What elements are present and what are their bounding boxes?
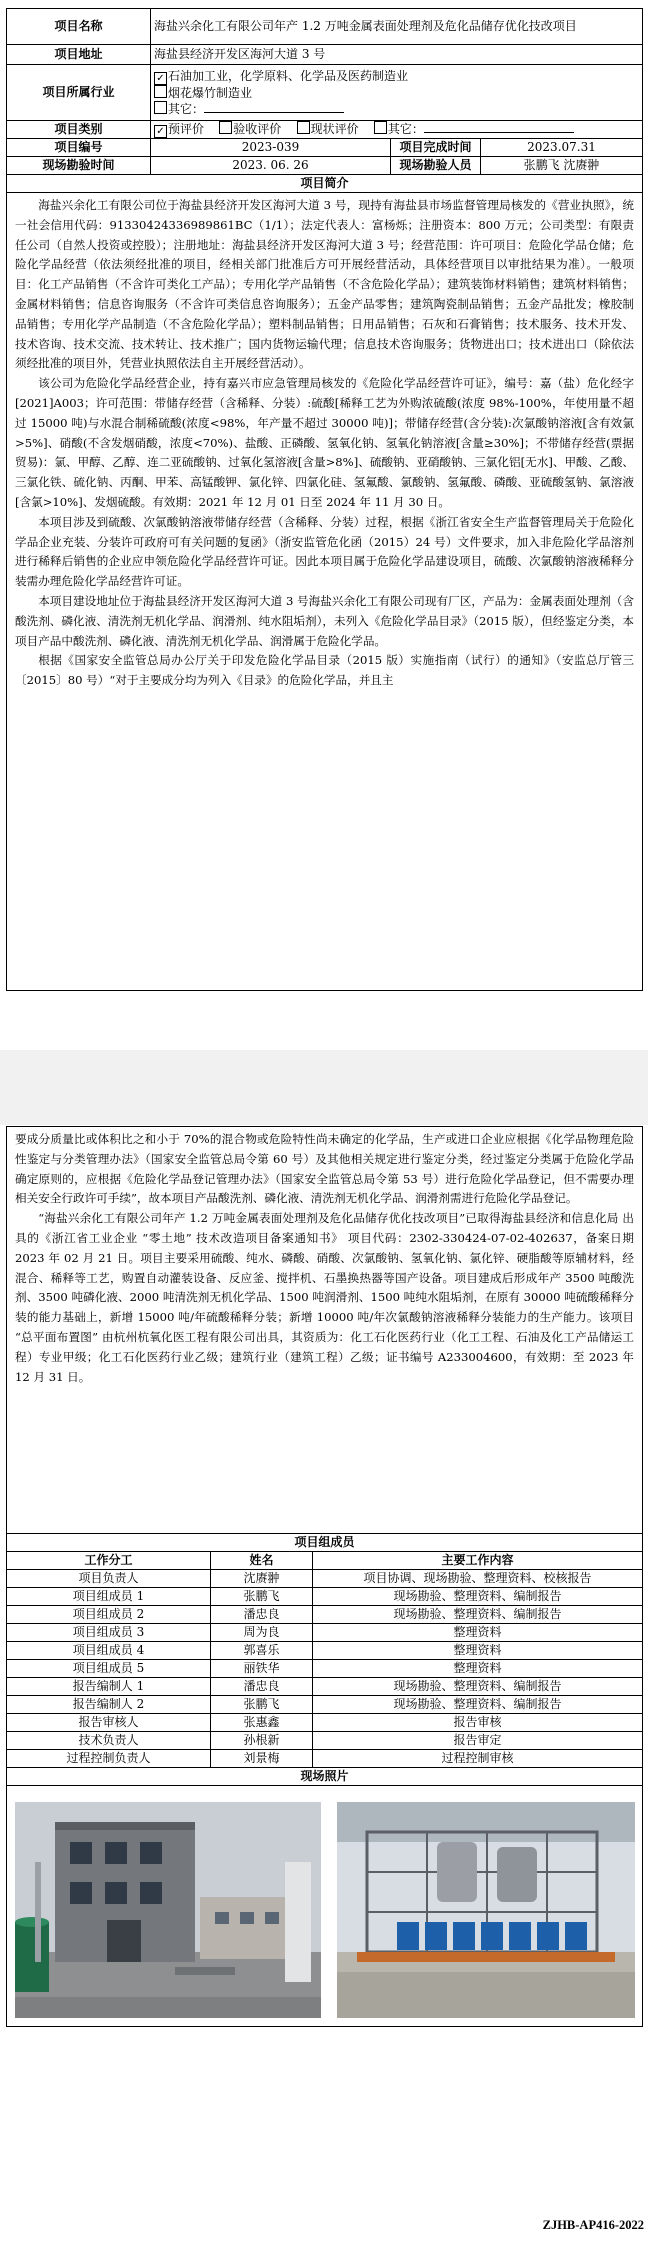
project-address-value: 海盐县经济开发区海河大道 3 号 <box>151 45 643 65</box>
survey-staff-value: 张鹏飞 沈赓翀 <box>481 157 643 175</box>
table-row <box>7 1678 643 1696</box>
project-name-label: 项目名称 <box>7 9 151 45</box>
checkbox-checked-icon: ✓ <box>154 125 167 138</box>
checkbox-checked-icon: ✓ <box>154 72 167 85</box>
team-work: 现场勘验、整理资料、编制报告 <box>313 1696 643 1714</box>
summary-paragraph: 海盐兴余化工有限公司位于海盐县经济开发区海河大道 3 号，现持有海盐县市场监督管理局核发的《营业执照》，统一社会信用代码：91330424336989861BC（1/1）；法定代表人：富杨烁；注册资本：800 万元；公司类型：有限责任公司（自然人投资或控股）；注册地址：海盐县经济开发区海河大道 3 号；经营范围：许可项目：危险化学品仓储；危险化学品经营（依法须经批准的项目，经相关部门批准后方可开展经营活动，具体经营项目以审批结果为准）。一般项目：化工产品销售（不含许可类化工产品）；专用化学产品销售（不含危险化学品）；建筑装饰材料销售；建筑材料销售；金属材料销售；信息咨询服务（不含许可类信息咨询服务）；五金产品零售；建筑陶瓷制品销售；五金产品批发；橡胶制品销售；专用化学产品制造（不含危险化学品）；塑料制品销售；日用品销售；石灰和石膏销售；技术服务、技术开发、技术咨询、技术交流、技术转让、技术推广；国内货物运输代理；信息技术咨询服务；货物进出口；技术进出口（除依法须经批准的项目外，凭营业执照依法自主开展经营活动）。 <box>15 198 635 371</box>
project-address-label: 项目地址 <box>7 45 151 65</box>
summary-paragraph: “海盐兴余化工有限公司年产 1.2 万吨金属表面处理剂及危化品储存优化技改项目”已取得海盐县经济和信息化局 出具的《浙江省工业企业 “零土地” 技术改造项目备案通知书》 项目代码：2302-330424-07-02-402637，备案日期 2023 年 02 月 21 日。项目主要采用硫酸、纯水、磷酸、硝酸、次氯酸钠、氢氧化钠、氯化锌、硬脂酸等原辅材料，经混合、稀释等工艺，购置自动灌装设备、反应釜、搅拌机、石墨换热器等国产设备。项目建成后形成年产 3500 吨酸洗剂、3500 吨磷化液、2000 吨清洗剂无机化学品、1500 吨润滑剂、1500 吨纯水阻垢剂，在原有 30000 吨硫酸稀释分装的能力基础上，新增 15000 吨/年硫酸稀释分装；新增 10000 吨/年次氯酸钠溶液稀释分装能力的生产能力。该项目 “总平面布置图” 由杭州杭氧化医工程有限公司出具，其资质为：化工石化医药行业（化工工程、石油及化工产品储运工程）专业甲级；化工石化医药行业乙级；建筑行业（建筑工程）乙级；证书编号 A233004600，有效期：至 2023 年 12 月 31 日。 <box>15 1211 635 1384</box>
site-photo-equipment <box>337 1802 635 2018</box>
team-role: 项目组成员 3 <box>7 1624 211 1642</box>
industry-label: 项目所属行业 <box>7 65 151 121</box>
summary-paragraph: 根据《国家安全监管总局办公厅关于印发危险化学品目录（2015 版）实施指南（试行）的通知》（安监总厅管三〔2015〕80 号）“对于主要成分均为列入《目录》的危险化学品，并且主 <box>15 653 635 688</box>
category-option-acceptance: 验收评价 <box>233 122 282 136</box>
summary-paragraph: 本项目涉及到硫酸、次氯酸钠溶液带储存经营（含稀释、分装）过程，根据《浙江省安全生产监督管理局关于危险化学品企业充装、分装许可政府可有关问题的复函》（浙安监管危化函（2015）24 号）文件要求，加入非危险化学品溶剂进行稀释后销售的企业应申领危险化学品经营许可证。因此本项目属于危险化学品建设项目，硫酸、次氯酸钠溶液稀释分装需办理危险化学品经营许可证。 <box>15 514 635 589</box>
team-member-name: 丽铁华 <box>211 1660 313 1678</box>
checkbox-empty-icon <box>297 121 310 134</box>
table-row <box>7 1750 643 1768</box>
team-title: 项目组成员 <box>7 1534 643 1552</box>
team-work: 整理资料 <box>313 1624 643 1642</box>
document-page-1 <box>0 0 648 1015</box>
photos-cell <box>7 1786 643 2027</box>
continuation-table <box>6 1126 643 2027</box>
team-role: 报告编制人 1 <box>7 1678 211 1696</box>
table-row <box>7 1624 643 1642</box>
team-work: 整理资料 <box>313 1660 643 1678</box>
checkbox-empty-icon <box>154 101 167 114</box>
team-member-name: 孙根新 <box>211 1732 313 1750</box>
team-work: 报告审核 <box>313 1714 643 1732</box>
summary-body <box>7 193 643 991</box>
table-row <box>7 1714 643 1732</box>
category-label: 项目类别 <box>7 121 151 139</box>
document-page-2 <box>0 1125 648 2253</box>
table-row <box>7 1732 643 1750</box>
team-member-name: 刘景梅 <box>211 1750 313 1768</box>
document-code: ZJHB-AP416-2022 <box>542 2218 644 2232</box>
summary-title: 项目简介 <box>7 175 643 193</box>
industry-option-chemical: ✓ 石油加工业，化学原料、化学品及医药制造业 <box>154 69 639 85</box>
category-option-other: 其它： <box>387 122 424 136</box>
survey-time-label: 现场勘验时间 <box>7 157 151 175</box>
team-work: 报告审定 <box>313 1732 643 1750</box>
team-header-row <box>7 1552 643 1570</box>
checkbox-empty-icon <box>154 85 167 98</box>
table-row <box>7 1660 643 1678</box>
project-number-value: 2023-039 <box>151 139 391 157</box>
table-row <box>7 1570 643 1588</box>
team-role: 项目组成员 2 <box>7 1606 211 1624</box>
team-work: 现场勘验、整理资料、编制报告 <box>313 1588 643 1606</box>
industry-option-other: 其它： <box>154 101 639 117</box>
table-row <box>7 1606 643 1624</box>
completion-time-label: 项目完成时间 <box>391 139 481 157</box>
team-role: 技术负责人 <box>7 1732 211 1750</box>
team-member-name: 沈赓翀 <box>211 1570 313 1588</box>
team-role: 项目组成员 4 <box>7 1642 211 1660</box>
team-work: 项目协调、现场勘验、整理资料、校核报告 <box>313 1570 643 1588</box>
team-header-work: 主要工作内容 <box>313 1552 643 1570</box>
project-info-table <box>6 8 643 991</box>
team-member-name: 张鹏飞 <box>211 1696 313 1714</box>
team-member-name: 张鹏飞 <box>211 1588 313 1606</box>
checkbox-empty-icon <box>374 121 387 134</box>
team-role: 项目组成员 1 <box>7 1588 211 1606</box>
category-option-status: 现状评价 <box>310 122 359 136</box>
page-gap <box>0 1050 648 1125</box>
team-role: 报告编制人 2 <box>7 1696 211 1714</box>
checkbox-empty-icon <box>219 121 232 134</box>
site-photo-building <box>15 1802 321 2018</box>
team-member-name: 潘忠良 <box>211 1678 313 1696</box>
team-header-name: 姓名 <box>211 1552 313 1570</box>
completion-time-value: 2023.07.31 <box>481 139 643 157</box>
summary-continued <box>7 1127 643 1534</box>
table-row <box>7 1696 643 1714</box>
survey-time-value: 2023. 06. 26 <box>151 157 391 175</box>
team-work: 过程控制审核 <box>313 1750 643 1768</box>
team-member-name: 潘忠良 <box>211 1606 313 1624</box>
team-role: 过程控制负责人 <box>7 1750 211 1768</box>
summary-paragraph: 本项目建设地址位于海盐县经济开发区海河大道 3 号海盐兴余化工有限公司现有厂区，产品为：金属表面处理剂（含酸洗剂、磷化液、清洗剂无机化学品、润滑剂、纯水阻垢剂），未列入《危险化学品目录》（2015 版），但经鉴定分类，本项目产品中酸洗剂、磷化液、清洗剂无机化学品、润滑属于危险化学品。 <box>15 593 635 648</box>
table-row <box>7 1588 643 1606</box>
summary-paragraph: 要成分质量比或体积比之和小于 70%的混合物或危险特性尚未确定的化学品，生产或进口企业应根据《化学品物理危险性鉴定与分类管理办法》（国家安全监管总局令第 60 号）及其他相关规定进行鉴定分类，经过鉴定分类属于危险化学品确定原则的，应根据《危险化学品登记管理办法》（国家安全监管总局令第 53 号）进行危险化学品登记，但不需要办理相关安全行政许可手续”，故本项目产品酸洗剂、磷化液、清洗剂无机化学品、润滑剂需进行危险化学品登记。 <box>15 1132 635 1206</box>
team-member-name: 郭喜乐 <box>211 1642 313 1660</box>
summary-paragraph: 该公司为危险化学品经营企业，持有嘉兴市应急管理局核发的《危险化学品经营许可证》，编号：嘉（盐）危化经字[2021]A003；许可范围：带储存经营（含稀释、分装）:硫酸[稀释工艺为外购浓硫酸(浓度 98%-100%，年使用量不超过 15000 吨)与水混合制稀硫酸(浓度<98%，年产量不超过 30000 吨)]；带储存经营(含分装):次氯酸钠溶液[含有效氯>5%]、硝酸(不含发烟硝酸，浓度<70%)、盐酸、正磷酸、氢氧化钠、氢氧化钠溶液[含量≥30%]；不带储存经营(票据贸易)：氯、甲醇、乙醇、连二亚硫酸钠、过氧化氢溶液[含量>8%]、硫酸钠、亚硝酸钠、三氯化铝[无水]、甲酸、乙酸、三氯化铁、硫化钠、丙酮、甲苯、高锰酸钾、氯化锌、四氯化硅、氢氟酸、氯酸钠、氢氟酸、磷酸、亚硫酸氢钠、氯溶液[含氯>10%]、发烟硫酸。有效期：2021 年 12 月 01 日至 2024 年 11 月 30 日。 <box>15 376 635 509</box>
project-name-value: 海盐兴余化工有限公司年产 1.2 万吨金属表面处理剂及危化品储存优化技改项目 <box>151 9 643 45</box>
team-role: 项目负责人 <box>7 1570 211 1588</box>
category-options <box>151 121 643 139</box>
industry-option-fireworks: 烟花爆竹制造业 <box>154 85 639 101</box>
team-role: 项目组成员 5 <box>7 1660 211 1678</box>
team-member-name: 张惠鑫 <box>211 1714 313 1732</box>
team-work: 整理资料 <box>313 1642 643 1660</box>
industry-options <box>151 65 643 121</box>
survey-staff-label: 现场勘验人员 <box>391 157 481 175</box>
photos-title: 现场照片 <box>7 1768 643 1786</box>
table-row <box>7 1642 643 1660</box>
project-number-label: 项目编号 <box>7 139 151 157</box>
team-work: 现场勘验、整理资料、编制报告 <box>313 1606 643 1624</box>
team-member-name: 周为良 <box>211 1624 313 1642</box>
team-role: 报告审核人 <box>7 1714 211 1732</box>
team-work: 现场勘验、整理资料、编制报告 <box>313 1678 643 1696</box>
team-header-role: 工作分工 <box>7 1552 211 1570</box>
category-option-pre: 预评价 <box>168 122 205 136</box>
